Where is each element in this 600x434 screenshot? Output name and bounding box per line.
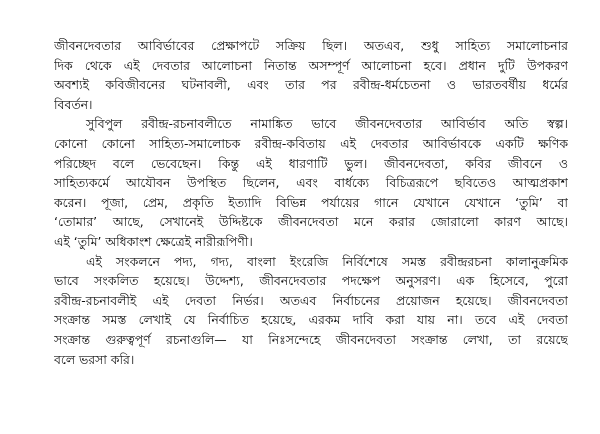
text-line: সংক্রান্ত গুরুত্বপূর্ণ রচনাগুলি— যা নিঃসন্দেহে জীবনদেবতা সংক্রান্ত লেখা, তা রয়েছে	[54, 331, 568, 347]
text-line: বলে ভরসা করি।	[54, 351, 135, 367]
text-line: করেন। পূজা, প্রেম, প্রকৃতি ইত্যাদি বিভিন্ন পর্যায়ের গানে যেখানে যেখানে ‘তুমি’ বা	[54, 194, 568, 210]
document-page	[54, 36, 568, 369]
text-line: কোনো কোনো সাহিত্য-সমালোচক রবীন্দ্র-কবিতায় এই দেবতার আবির্ভাবকে একটি ক্ষণিক	[54, 135, 568, 151]
paragraph-3	[54, 252, 568, 370]
text-line: বিবর্তন।	[54, 96, 93, 112]
text-line: ‘তোমার’ আছে, সেখানেই উদ্দিষ্টকে জীবনদেবতা মনে করার জোরালো কারণ আছে।	[54, 214, 568, 230]
text-line: সুবিপুল রবীন্দ্র-রচনাবলীতে নামাঙ্কিত ভাবে জীবনদেবতার আবির্ভাব অতি স্বল্প।	[86, 116, 568, 132]
text-line: এই সংকলনে পদ্য, গদ্য, বাংলা ইংরেজি নির্বিশেষে সমস্ত রবীন্দ্ররচনা কালানুক্রমিক	[86, 253, 568, 269]
text-line: জীবনদেবতার আবির্ভাবের প্রেক্ষাপটে সক্রিয় ছিল। অতএব, শুধু সাহিত্য সমালোচনার	[54, 38, 568, 53]
text-line: ভাবে সংকলিত হয়েছে। উদ্দেশ্য, জীবনদেবতার পদক্ষেপ অনুসরণ। এক হিসেবে, পুরো	[54, 273, 568, 289]
text-line: দিক থেকে এই দেবতার আলোচনা নিতান্ত অসম্পূর্ণ আলোচনা হবে। প্রধান দুটি উপকরণ	[54, 57, 568, 73]
text-line: রবীন্দ্র-রচনাবলীই এই দেবতা নির্ভর। অতএব নির্বাচনের প্রয়োজন হয়েছে। জীবনদেবতা	[54, 292, 568, 308]
paragraph-1	[54, 36, 568, 114]
text-line: অবশ্যই কবিজীবনের ঘটনাবলী, এবং তার পর রবীন্দ্র-ধর্মচেতনা ও ভারতবর্ষীয় ধর্মের	[54, 77, 568, 93]
text-line: সংক্রান্ত সমস্ত লেখাই যে নির্বাচিত হয়েছে, এরকম দাবি করা যায় না। তবে এই দেবতা	[54, 312, 568, 328]
text-line: সাহিত্যকর্মে আযৌবন উপস্থিত ছিলেন, এবং বার্ধক্যে বিচিত্ররূপে ছবিতেও আত্মপ্রকাশ	[54, 175, 568, 191]
text-line: পরিচ্ছেদ বলে ভেবেছেন। কিন্তু এই ধারণাটি ভুল। জীবনদেবতা, কবির জীবনে ও	[54, 155, 568, 171]
text-line: এই ‘তুমি’ অধিকাংশ ক্ষেত্রেই নারীরূপিণী।	[54, 233, 253, 249]
paragraph-2	[54, 114, 568, 251]
